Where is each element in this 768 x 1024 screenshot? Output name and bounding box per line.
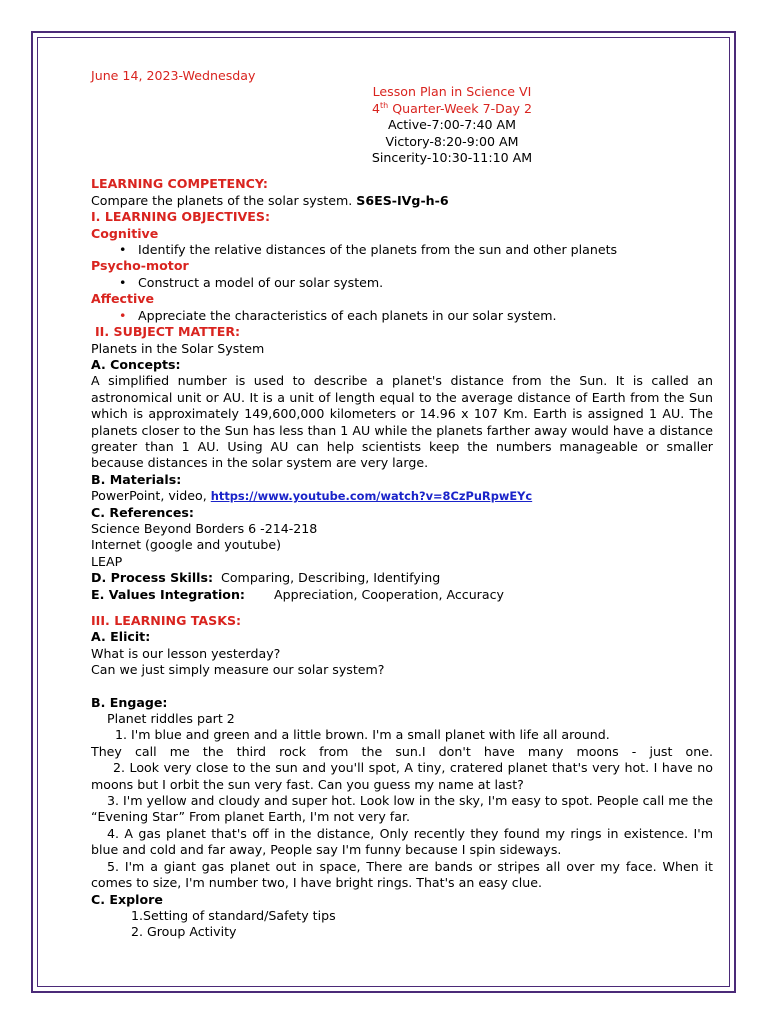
lesson-header [191,84,713,166]
explore-item: 2. Group Activity [131,924,237,940]
concepts-paragraph: A simplified number is used to describe a planet's distance from the Sun. It is called an astronomical unit or AU. It is a unit of length equal to the average distance of Earth from the Sun which is approximately 149,600,000 kilometers or 14.96 x 107 Km. Earth is assigned 1 AU. The planets closer to the Sun has less than 1 AU while the planets farther away would have a distance greater than 1 AU. Using AU can help scientists keep the numbers manageable or smaller because distances in the solar system are very large. [91,373,713,471]
values-line [91,587,713,603]
affective-list [91,308,713,324]
subject-matter-heading: II. SUBJECT MATTER: [95,324,241,340]
section-schedule: Active-7:00-7:40 AM [387,117,517,133]
lesson-date: June 14, 2023-Wednesday [91,68,256,83]
competency-text [91,193,713,209]
list-item: • Identify the relative distances of the planets from the sun and other planets [91,242,713,258]
subject-topic: Planets in the Solar System [91,340,265,356]
elicit-question: Can we just simply measure our solar system? [91,662,385,678]
elicit-question: What is our lesson yesterday? [91,645,281,661]
section-schedule: Victory-8:20-9:00 AM [385,133,519,149]
psychomotor-label: Psycho-motor [91,258,189,274]
learning-tasks-heading: III. LEARNING TASKS: [91,613,242,628]
reference-item: Science Beyond Borders 6 -214-218 [91,520,318,536]
objectives-heading: I. LEARNING OBJECTIVES: [91,209,270,225]
psychomotor-list [91,275,713,291]
explore-item: 1.Setting of standard/Safety tips [131,907,336,923]
quarter-text: Quarter-Week 7-Day 2 [388,100,533,116]
riddle-1-line-2: They call me the third rock from the sun.I don't have many moons - just one. [91,743,713,759]
process-skills-line [91,570,713,586]
section-schedule: Sincerity-10:30-11:10 AM [371,150,533,166]
lesson-quarter [191,101,713,117]
affective-label: Affective [91,291,155,307]
competency-heading: LEARNING COMPETENCY: [91,176,268,192]
competency-statement: Compare the planets of the solar system. [91,192,357,208]
engage-intro: Planet riddles part 2 [107,711,235,727]
video-link[interactable]: https://www.youtube.com/watch?v=8CzPuRpwEYc [210,489,533,504]
references-heading: C. References: [91,504,194,520]
list-item: • Construct a model of our solar system. [91,275,713,291]
riddle-4: 4. A gas planet that's off in the distance, Only recently they found my rings in existence. I'm blue and cold and far away, People say I'm funny because I spin sideways. [91,825,713,858]
materials-heading: B. Materials: [91,471,182,487]
lesson-plan-document [91,67,713,941]
materials-text: PowerPoint, video, [91,488,211,504]
values-heading: E. Values Integration: [91,586,245,602]
list-item: • Appreciate the characteristics of each planets in our solar system. [91,308,713,324]
materials-line [91,488,713,504]
reference-item: LEAP [91,553,123,569]
lesson-title: Lesson Plan in Science VI [372,84,532,100]
quarter-suffix: th [379,100,389,110]
process-skills-text: Comparing, Describing, Identifying [221,570,441,586]
concepts-heading: A. Concepts: [91,356,181,372]
quarter-number: 4 [371,100,380,116]
riddle-5: 5. I'm a giant gas planet out in space, There are bands or stripes all over my face. When it comes to size, I'm number two, I have bright rings. That's an easy clue. [91,858,713,891]
riddle-2: 2. Look very close to the sun and you'll spot, A tiny, cratered planet that's very hot. I have no moons but I orbit the sun very fast. Can you guess my name at last? [91,760,713,792]
riddle-1-line-1: 1. I'm blue and green and a little brown. I'm a small planet with life all around. [115,727,610,743]
riddle-3: 3. I'm yellow and cloudy and super hot. Look low in the sky, I'm easy to spot. People call me the “Evening Star” From planet Earth, I'm not very far. [91,793,713,825]
competency-code: S6ES-IVg-h-6 [356,192,449,208]
cognitive-label: Cognitive [91,225,159,241]
elicit-heading: A. Elicit: [91,629,151,645]
engage-heading: B. Engage: [91,694,168,710]
reference-item: Internet (google and youtube) [91,537,281,553]
process-skills-heading: D. Process Skills: [91,570,214,586]
values-text: Appreciation, Cooperation, Accuracy [273,586,504,602]
explore-heading: C. Explore [91,891,163,907]
cognitive-list [91,242,713,258]
